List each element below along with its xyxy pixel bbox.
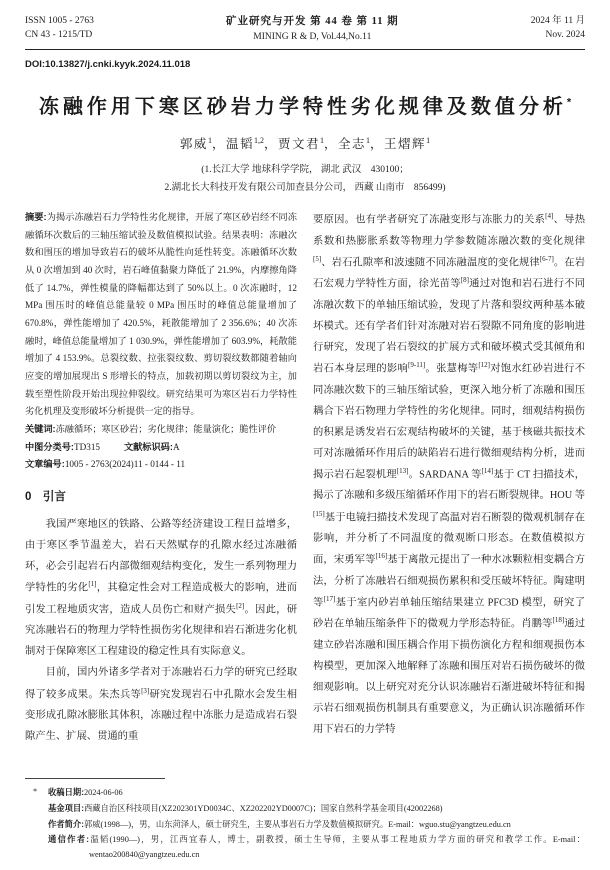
received-date-label: 收稿日期: <box>48 787 84 798</box>
fund-project-line <box>48 801 585 817</box>
abstract <box>25 209 297 421</box>
paper-title <box>25 90 585 119</box>
article-id-line <box>25 456 297 474</box>
affiliations <box>25 161 585 197</box>
fund-project-value: 西藏自治区科技项目(XZ202301YD0034C、XZ202202YD0007C)；国家自然科学基金项目(42002268) <box>83 803 443 813</box>
keywords-label: 关键词: <box>25 423 56 434</box>
article-id-label: 文章编号: <box>25 459 65 470</box>
journal-title-en: MINING R & D, Vol.44,No.11 <box>253 31 372 42</box>
received-date-line <box>33 785 585 801</box>
header-divider <box>25 49 585 50</box>
issn-number: ISSN 1005 - 2763 <box>25 16 94 26</box>
intro-paragraph-2: 目前，国内外诸多学者对于冻融岩石力学的研究已经取得了较多成果。朱杰兵等[3]研究发现岩石中孔隙水会发生相变形成孔隙冰膨胀其体积，冻融过程中冻胀力是造成岩石裂隙产生、扩展、贯通的重 <box>25 667 298 743</box>
affiliation-line-1: (1.长江大学 地球科学学院， 湖北 武汉 430100； <box>201 165 409 175</box>
article-id-value: 1005 - 2763(2024)11 - 0144 - 11 <box>64 459 186 470</box>
abstract-label: 摘要: <box>25 212 47 223</box>
doc-code-label: 文献标识码: <box>123 441 173 452</box>
corresponding-author-line <box>48 832 585 863</box>
section-title: 引言 <box>42 490 66 503</box>
received-date-value: 2024-06-06 <box>83 788 123 798</box>
fund-project-label: 基金项目: <box>48 802 84 813</box>
author-affil-sup: 1 <box>207 135 212 145</box>
author-name: 郭威 <box>179 137 208 151</box>
issue-date-en: Nov. 2024 <box>545 30 585 41</box>
author-bio-line <box>48 817 585 833</box>
title-footnote-mark: * <box>566 96 572 109</box>
author-name: 温韬 <box>225 137 254 151</box>
journal-masthead <box>25 14 585 44</box>
author-line <box>25 134 585 152</box>
keywords-text: 冻融循环；寒区砂岩；劣化规律；能量演化；脆性评价 <box>55 423 277 434</box>
author-name: 全志 <box>338 137 367 151</box>
doi-line: DOI:10.13827/j.cnki.kyyk.2024.11.018 <box>25 59 191 70</box>
author-name: 贾文君 <box>277 137 320 151</box>
doc-code-value: A <box>172 441 180 452</box>
author-separator: ， <box>370 137 385 151</box>
footnote-star-mark: * <box>33 787 38 797</box>
clc-value: TD315 <box>74 441 101 452</box>
author-bio-value: 郭威(1998—)，男，山东菏泽人，硕士研究生，主要从事岩石力学及数值模拟研究。E-mail：wguo.stu@yangtzeu.edu.cn <box>83 819 511 829</box>
author-affil-sup: 1 <box>366 135 371 145</box>
author-affil-sup: 1,2 <box>253 135 264 145</box>
right-column <box>313 209 585 795</box>
paper-title-text: 冻融作用下寒区砂岩力学特性劣化规律及数值分析 <box>38 96 567 118</box>
author-bio-label: 作者简介: <box>48 818 84 829</box>
intro-paragraph-1: 我国严寒地区的铁路、公路等经济建设工程日益增多，由于寒区季节温差大，岩石天然赋存的孔隙水经过冻融循环，必会引起岩石内部微细观结构变化，发生一系列物理力学特性的劣化[1]，其稳定性会对工程造成极大的影响，进而引发工程地质灾害，造成人员伤亡和财产损失[2]。因此，研究冻融岩石的物理力学特性损伤劣化规律和岩石渐进劣化机制对于保障寒区工程建设的稳定性具有实际意义。 <box>25 518 298 658</box>
corresponding-author-value: 温韬(1990—)，男，江西宜春人，博士，副教授，硕士生导师，主要从事工程地质力学方面的研究和教学工作。E-mail：wentao200840@yangtzeu.edu.cn <box>89 835 586 860</box>
author-separator: ， <box>263 137 278 151</box>
author-affil-sup: 1 <box>320 135 324 145</box>
section-heading-introduction <box>25 488 297 504</box>
two-column-body <box>25 209 585 798</box>
intro-paragraph-continuation: 要原因。也有学者研究了冻融变形与冻胀力的关系[4]、导热系数和热膨胀系数等物理力学参数随冻融次数的变化规律[5]、岩石孔隙率和波速随不同冻融温度的变化规律[6-7]。在岩石宏观力学特性方面，徐光苗等[8]通过对饱和岩石进行不同冻融次数下的单轴压缩试验，发现了片落和裂纹两种基本破坏模式。还有学者们针对冻融对岩石裂隙不同角度的影响进行研究，发现了岩石裂纹的扩展方式和破坏模式受其倾角和岩石本身层理的影响[9-11]。张慧梅等[12]对饱水红砂岩进行不同冻融次数下的三轴压缩试验，更深入地分析了冻融和围压耦合下岩石物理力学特性的劣化规律。同时，细观结构损伤的积累是诱发岩石宏观结构破坏的关键，基于核磁共振技术可对冻融循环作用后的缺陷岩石进行微细观结构分析，进而揭示岩石起裂机理[13]。SARDANA 等[14]基于 CT 扫描技术，揭示了冻融和多级压缩循环作用下的岩石断裂规律。HOU 等[15]基于电镜扫描技术发现了高温对岩石断裂的微观机制存在影响，并分析了不同温度的微观断口形态。在数值模拟方面，宋勇军等[16]基于离散元提出了一种水冰颗粒相变耦合方法，分析了冻融岩石细观损伤累积和受压破坏特征。陶建明等[17]基于室内砂岩单轴压缩结果建立 PFC3D 模型，研究了砂岩在单轴压缩条件下的微观力学形态特征。肖鹏等[18]通过建立砂岩冻融和围压耦合作用下损伤演化方程和细观损伤本构模型，更加深入地解释了冻融和围压对岩石损伤破坏的微细观影响。以上研究对充分认识冻融岩石渐进破坏特征和揭示岩石细观损伤机制具有重要意义，为正确认识冻融循环作用下岩石的力学特 <box>313 212 585 736</box>
left-column <box>25 209 298 798</box>
issue-date-cn: 2024 年 11 月 <box>530 16 585 26</box>
cn-number: CN 43 - 1215/TD <box>25 30 93 41</box>
clc-line <box>25 439 297 457</box>
author-name: 王熠辉 <box>384 137 427 151</box>
keywords <box>25 421 297 439</box>
clc-label: 中图分类号: <box>25 441 74 452</box>
corresponding-author-label: 通信作者: <box>48 834 90 845</box>
affiliation-line-2: 2.湖北长大科技开发有限公司加查县分公司， 西藏 山南市 856499) <box>164 183 446 194</box>
section-number: 0 <box>25 490 32 503</box>
journal-title-cn: 矿业研究与开发 第 44 卷 第 11 期 <box>225 16 399 27</box>
author-affil-sup: 1 <box>426 135 431 145</box>
author-separator: ， <box>211 137 226 151</box>
footnote-divider <box>25 778 165 779</box>
author-separator: ， <box>324 137 339 151</box>
abstract-text: 为揭示冻融岩石力学特性劣化规律，开展了寒区砂岩经不同冻融循环次数后的三轴压缩试验及数值模拟试验。结果表明：冻融次数和围压的增加导致岩石的破坏从脆性向延性转变。冻融循环次数从 0 次增加到 40 次时，岩石峰值黏聚力降低了 21.9%，内摩擦角降低了 14.7%，弹性模量的降幅都达到了 50%以上。0 次冻融时，12 MPa 围压时的峰值总能量较 0 MPa 围压时的峰值总能量增加了 670.8%，弹性能增加了 420.5%，耗散能增加了 2 356.6%；40 次冻融时，峰值总能量增加了 1 030.9%，弹性能增加了 603.9%，耗散能增加了 4 153.9%。总裂纹数、拉张裂纹数、剪切裂纹数都随着轴向应变的增加展现出 S 形增长的特点，加载初期以剪切裂纹为主，加载至塑性阶段开始出现拉伸裂纹。研究结果可为寒区岩石力学特性劣化机理及变形破坏分析提供一定的指导。 <box>25 212 297 417</box>
footnote-block <box>25 778 585 863</box>
